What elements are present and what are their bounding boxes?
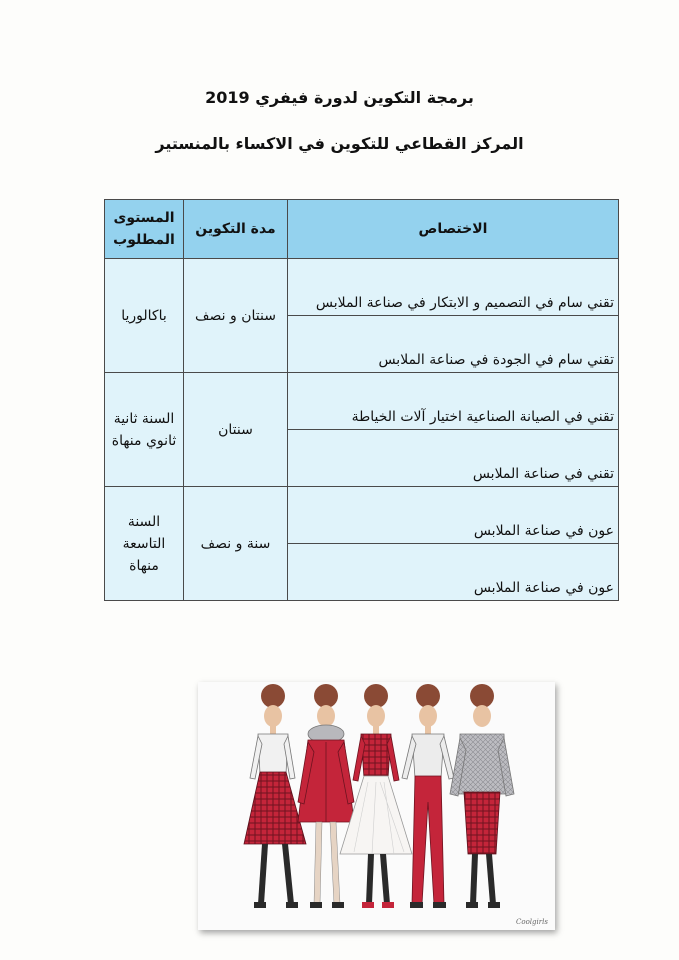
header-specialty: الاختصاص xyxy=(288,200,619,259)
header-level: المستوى المطلوب xyxy=(105,200,184,259)
table-header-row xyxy=(105,200,619,259)
level-cell: السنة التاسعة منهاة xyxy=(105,487,184,601)
model-2 xyxy=(298,684,354,908)
level-cell: السنة ثانية ثانوي منهاة xyxy=(105,373,184,487)
duration-cell: سنتان xyxy=(184,373,288,487)
specialty-cell: تقني في الصيانة الصناعية اختيار آلات الخياطة xyxy=(288,373,619,430)
training-program-table xyxy=(104,199,619,601)
table-row xyxy=(105,487,619,544)
model-5 xyxy=(450,684,514,908)
model-4 xyxy=(402,684,454,908)
table-row xyxy=(105,373,619,430)
document-subtitle: المركز القطاعي للتكوين في الاكساء بالمنستير xyxy=(155,134,524,153)
specialty-cell: تقني سام في الجودة في صناعة الملابس xyxy=(288,316,619,373)
duration-cell: سنة و نصف xyxy=(184,487,288,601)
specialty-cell: تقني سام في التصميم و الابتكار في صناعة الملابس xyxy=(288,259,619,316)
level-cell: باكالوريا xyxy=(105,259,184,373)
fashion-sketch xyxy=(198,682,555,930)
model-1 xyxy=(244,684,306,908)
header-duration: مدة التكوين xyxy=(184,200,288,259)
duration-cell: سنتان و نصف xyxy=(184,259,288,373)
specialty-cell: عون في صناعة الملابس xyxy=(288,544,619,601)
artist-signature: Coolgirls xyxy=(516,918,548,926)
table-row xyxy=(105,259,619,316)
document-title: برمجة التكوين لدورة فيفري 2019 xyxy=(205,88,474,107)
fashion-illustration xyxy=(198,682,555,930)
specialty-cell: عون في صناعة الملابس xyxy=(288,487,619,544)
specialty-cell: تقني في صناعة الملابس xyxy=(288,430,619,487)
